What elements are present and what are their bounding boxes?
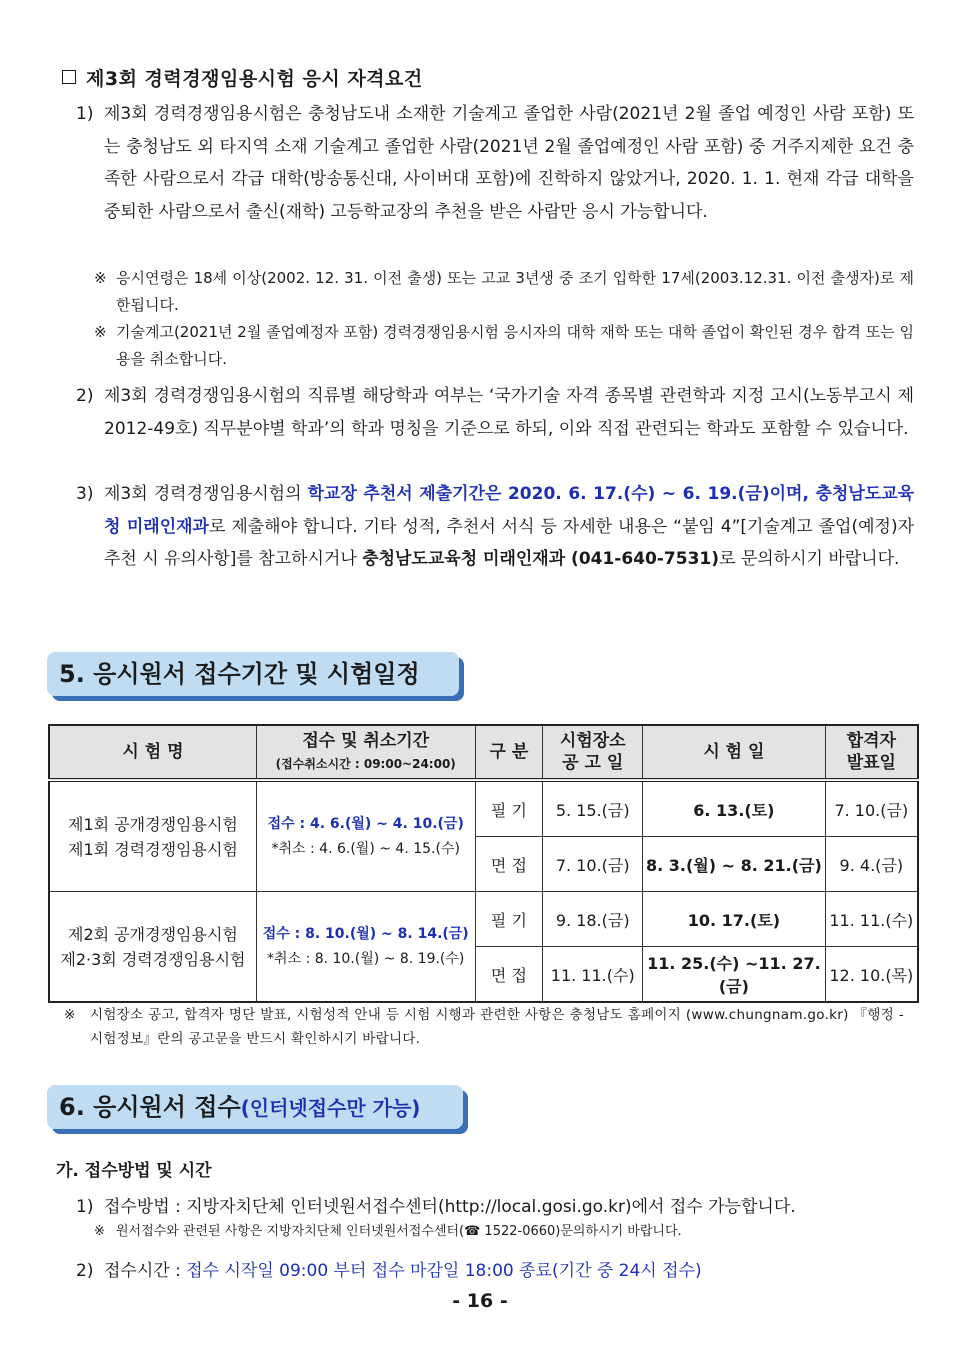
- result-cell: 9. 4.(금): [825, 837, 918, 892]
- subsection-title: 가. 접수방법 및 시간: [56, 1161, 212, 1181]
- place-cell: 7. 10.(금): [543, 837, 643, 892]
- exam-name-cell: 제1회 공개경쟁임용시험 제1회 경력경쟁임용시험: [49, 780, 256, 892]
- header-period: 접수 및 취소기간 (접수취소시간 : 09:00~24:00): [256, 725, 475, 780]
- period-cell: 접수 : 8. 10.(월) ~ 8. 14.(금) *취소 : 8. 10.(월) ~ 8. 19.(수): [256, 892, 475, 1003]
- section-heading-6: 6. 응시원서 접수(인터넷접수만 가능): [47, 1085, 463, 1129]
- header-result: 합격자 발표일: [825, 725, 918, 780]
- method-note: ※ 원서접수와 관련된 사항은 지방자치단체 인터넷원서접수센터(☎ 1522-0660)문의하시기 바랍니다.: [94, 1224, 682, 1239]
- submission-period: 학교장 추천서 제출기간은 2020. 6. 17.(수) ~ 6. 19.(금)이며, 충청남도교육청 미래인재과: [104, 484, 915, 537]
- section-title: 제3회 경력경쟁임용시험 응시 자격요건: [62, 64, 423, 91]
- exam-name-cell: 제2회 공개경쟁임용시험 제2·3회 경력경쟁임용시험: [49, 892, 256, 1003]
- url-link[interactable]: http://local.gosi.go.kr: [444, 1197, 625, 1217]
- header-exam-name: 시 험 명: [49, 725, 256, 780]
- table-header-row: [49, 725, 918, 780]
- page-number: - 16 -: [452, 1290, 508, 1312]
- note-1: ※ 응시연령은 18세 이상(2002. 12. 31. 이전 출생) 또는 고교 3년생 중 조기 입학한 17세(2003.12.31. 이전 출생자)로 제한됩니다.: [94, 269, 914, 314]
- item-2: 2) 제3회 경력경쟁임용시험의 직류별 해당학과 여부는 ‘국가기술 자격 종목별 관련학과 지정 고시(노동부고시 제2012-49호) 직무분야별 학과’의 학과 명칭을 기준으로 하되, 이와 직접 관련되는 학과도 포함할 수 있습니다.: [76, 386, 914, 439]
- type-cell: 면 접: [475, 837, 543, 892]
- place-cell: 5. 15.(금): [543, 780, 643, 837]
- header-date: 시 험 일: [643, 725, 826, 780]
- table-note: ※ 시험장소 공고, 합격자 명단 발표, 시험성적 안내 등 시험 시행과 관련한 사항은 충청남도 홈페이지 (www.chungnam.go.kr) 『행정 - 시험정보』란의 공고문을 반드시 확인하시기 바랍니다.: [64, 1007, 904, 1047]
- result-cell: 12. 10.(목): [825, 947, 918, 1003]
- date-cell: 8. 3.(월) ~ 8. 21.(금): [643, 837, 826, 892]
- result-cell: 11. 11.(수): [825, 892, 918, 947]
- contact-info: 충청남도교육청 미래인재과 (041-640-7531): [362, 549, 719, 569]
- checkbox-square-icon: [62, 70, 76, 84]
- place-cell: 11. 11.(수): [543, 947, 643, 1003]
- period-cell: 접수 : 4. 6.(월) ~ 4. 10.(금) *취소 : 4. 6.(월) ~ 4. 15.(수): [256, 780, 475, 892]
- note-2: ※ 기술계고(2021년 2월 졸업예정자 포함) 경력경쟁임용시험 응시자의 대학 재학 또는 대학 졸업이 확인된 경우 합격 또는 임용을 취소합니다.: [94, 323, 914, 368]
- method-item: 1) 접수방법 : 지방자치단체 인터넷원서접수센터(http://local.gosi.go.kr)에서 접수 가능합니다.: [76, 1197, 796, 1217]
- time-item: 2) 접수시간 : 접수 시작일 09:00 부터 접수 마감일 18:00 종료(기간 중 24시 접수): [76, 1261, 702, 1281]
- header-type: 구 분: [475, 725, 543, 780]
- section-heading-5: 5. 응시원서 접수기간 및 시험일정: [47, 652, 459, 696]
- type-cell: 필 기: [475, 780, 543, 837]
- table-row: [49, 892, 918, 947]
- table-row: [49, 780, 918, 837]
- type-cell: 면 접: [475, 947, 543, 1003]
- item-3: 3) 제3회 경력경쟁임용시험의 학교장 추천서 제출기간은 2020. 6. 17.(수) ~ 6. 19.(금)이며, 충청남도교육청 미래인재과로 제출해야 합니다. 기타 성적, 추천서 서식 등 자세한 내용은 “붙임 4”[기술계고 졸업(예정)자 추천 시 유의사항]를 참고하시거나 충청남도교육청 미래인재과 (041-640-7531)로 문의하시기 바랍니다.: [76, 484, 915, 569]
- place-cell: 9. 18.(금): [543, 892, 643, 947]
- date-cell: 11. 25.(수) ~11. 27.(금): [643, 947, 826, 1003]
- type-cell: 필 기: [475, 892, 543, 947]
- reception-time: 접수 시작일 09:00 부터 접수 마감일 18:00 종료(기간 중 24시 접수): [186, 1261, 702, 1281]
- item-1: 1) 제3회 경력경쟁임용시험은 충청남도내 소재한 기술계고 졸업한 사람(2021년 2월 졸업 예정인 사람 포함) 또는 충청남도 외 타지역 소재 기술계고 졸업한 사람(2021년 2월 졸업예정인 사람 포함) 중 거주지제한 요건 충족한 사람으로서 각급 대학(방송통신대, 사이버대 포함)에 진학하지 않았거나, 2020. 1. 1. 현재 각급 대학을 중퇴한 사람으로서 출신(재학) 고등학교장의 추천을 받은 사람만 응시 가능합니다.: [76, 104, 914, 222]
- date-cell: 6. 13.(토): [643, 780, 826, 837]
- result-cell: 7. 10.(금): [825, 780, 918, 837]
- date-cell: 10. 17.(토): [643, 892, 826, 947]
- exam-schedule-table: [48, 724, 919, 1003]
- header-place: 시험장소 공 고 일: [543, 725, 643, 780]
